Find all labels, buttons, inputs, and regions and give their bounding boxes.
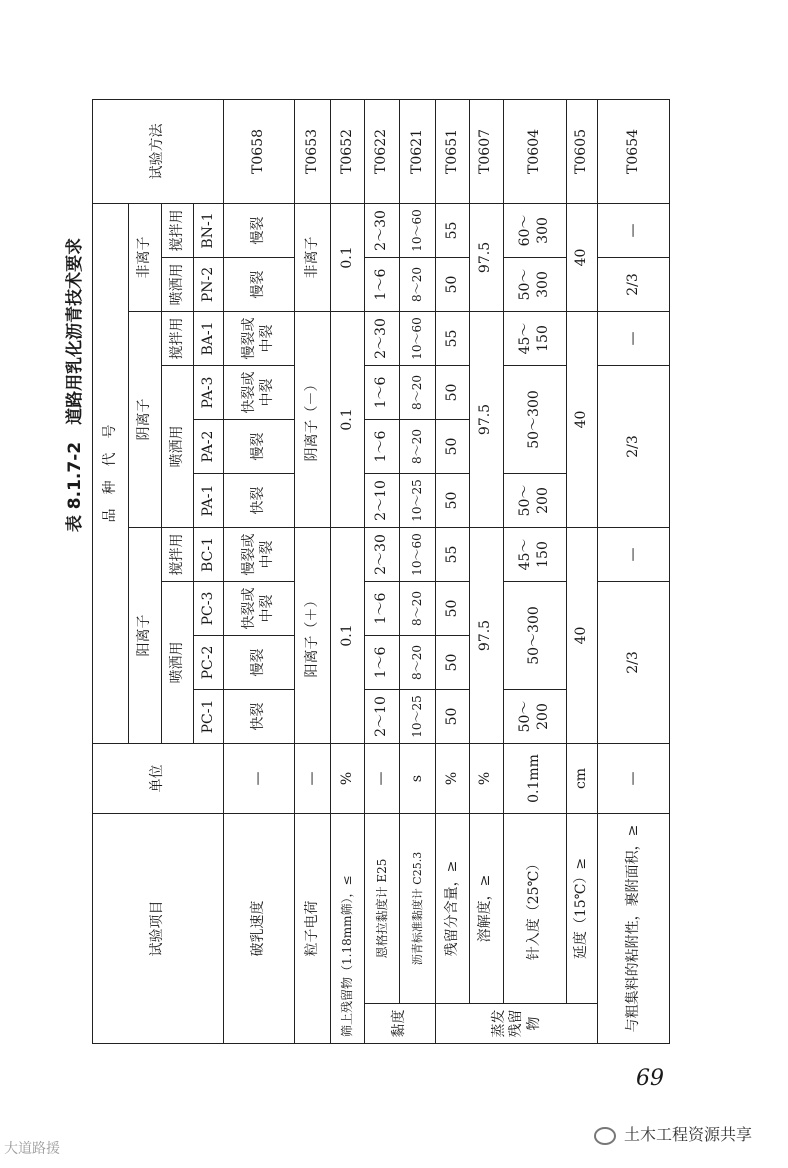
code-cell: PA-2	[194, 419, 223, 473]
header-anionic-spray: 喷洒用	[162, 365, 194, 527]
watermark-right	[594, 1122, 752, 1145]
header-method: 试验方法	[93, 99, 224, 203]
value-cell: 10～60	[400, 527, 436, 581]
table-row	[330, 99, 364, 1043]
table-row	[295, 99, 331, 1043]
value-cell: 慢裂	[223, 257, 295, 311]
row-label-sieve: 筛上残留物（1.18mm筛），≤	[330, 813, 364, 1043]
table-row	[566, 99, 598, 1043]
wechat-icon	[594, 1127, 616, 1145]
code-cell: PA-1	[194, 473, 223, 527]
row-label-standard-viscosity: 沥青标准黏度计 C25.3	[400, 813, 436, 1003]
page-number: 69	[636, 1066, 664, 1091]
header-variety-code: 品 种 代 号	[93, 203, 129, 743]
value-cell: 8～20	[400, 635, 436, 689]
value-cell: 2～10	[364, 473, 400, 527]
table-row	[436, 99, 470, 1043]
value-cell: 0.1	[330, 203, 364, 311]
row-label-ductility: 延度（15℃）≥	[566, 813, 598, 1003]
row-label-solubility: 溶解度，≥	[469, 813, 503, 1003]
header-test-item: 试验项目	[93, 813, 224, 1043]
value-cell: 10～25	[400, 689, 436, 743]
value-cell: 1～6	[364, 257, 400, 311]
code-cell: PA-3	[194, 365, 223, 419]
method-cell: T0605	[566, 99, 598, 203]
value-cell: 1～6	[364, 365, 400, 419]
method-cell: T0622	[364, 99, 400, 203]
value-cell: 55	[436, 527, 470, 581]
value-cell: 50	[436, 689, 470, 743]
group-label-viscosity: 黏度	[364, 1004, 436, 1044]
value-cell: 40	[566, 203, 598, 311]
value-cell: 55	[436, 311, 470, 365]
value-cell: 50	[436, 473, 470, 527]
value-cell: 50	[436, 365, 470, 419]
unit-cell: 0.1mm	[503, 743, 566, 813]
value-cell: 45～150	[503, 311, 566, 365]
value-cell: 97.5	[469, 311, 503, 527]
row-label-residue-content: 残留分含量，≥	[436, 813, 470, 1003]
row-label-penetration: 针入度（25℃）	[503, 813, 566, 1003]
value-cell: —	[598, 527, 670, 581]
table-row	[598, 99, 670, 1043]
value-cell: 50	[436, 257, 470, 311]
value-cell: 1～6	[364, 419, 400, 473]
value-cell: 50～300	[503, 581, 566, 689]
unit-cell: —	[223, 743, 295, 813]
value-cell: 快裂	[223, 689, 295, 743]
value-cell: 慢裂或中裂	[223, 311, 295, 365]
method-cell: T0654	[598, 99, 670, 203]
value-cell: 97.5	[469, 203, 503, 311]
value-cell: 阴离子（－）	[295, 311, 331, 527]
value-cell: 非离子	[295, 203, 331, 311]
table-row	[93, 99, 129, 1043]
code-cell: PC-2	[194, 635, 223, 689]
table-title: 表 8.1.7-2 道路用乳化沥青技术要求	[65, 237, 85, 533]
table-row	[503, 99, 566, 1043]
method-cell: T0604	[503, 99, 566, 203]
value-cell: 2/3	[598, 257, 670, 311]
value-cell: 慢裂	[223, 203, 295, 257]
method-cell: T0658	[223, 99, 295, 203]
method-cell: T0651	[436, 99, 470, 203]
value-cell: —	[598, 311, 670, 365]
method-cell: T0621	[400, 99, 436, 203]
code-cell: BA-1	[194, 311, 223, 365]
value-cell: 1～6	[364, 581, 400, 635]
header-cationic-spray: 喷洒用	[162, 581, 194, 743]
table-row	[400, 99, 436, 1043]
unit-cell: %	[469, 743, 503, 813]
row-label-adhesion: 与粗集料的粘附性，裹附面积，≥	[598, 813, 670, 1043]
rotated-table-wrapper	[92, 100, 670, 1044]
value-cell: 快裂或中裂	[223, 581, 295, 635]
header-anionic-mix: 搅拌用	[162, 311, 194, 365]
value-cell: 1～6	[364, 635, 400, 689]
value-cell: 慢裂	[223, 635, 295, 689]
row-label-engler: 恩格拉黏度计 E25	[364, 813, 400, 1003]
value-cell: 快裂	[223, 473, 295, 527]
group-label-residue: 蒸发残留物	[436, 1004, 598, 1044]
value-cell: 40	[566, 527, 598, 743]
value-cell: 50～300	[503, 257, 566, 311]
row-label-demulsify: 破乳速度	[223, 813, 295, 1043]
method-cell: T0652	[330, 99, 364, 203]
unit-cell: %	[436, 743, 470, 813]
value-cell: 2～30	[364, 311, 400, 365]
unit-cell: %	[330, 743, 364, 813]
header-cationic-mix: 搅拌用	[162, 527, 194, 581]
value-cell: 快裂或中裂	[223, 365, 295, 419]
value-cell: 2～30	[364, 527, 400, 581]
header-unit: 单位	[93, 743, 224, 813]
unit-cell: —	[598, 743, 670, 813]
value-cell: 50	[436, 635, 470, 689]
row-label-charge: 粒子电荷	[295, 813, 331, 1043]
header-nonionic-spray: 喷洒用	[162, 257, 194, 311]
value-cell: 40	[566, 311, 598, 527]
value-cell: 2～10	[364, 689, 400, 743]
value-cell: 阳离子（＋）	[295, 527, 331, 743]
unit-cell: —	[364, 743, 400, 813]
value-cell: 2～30	[364, 203, 400, 257]
code-cell: PC-3	[194, 581, 223, 635]
value-cell: 10～25	[400, 473, 436, 527]
unit-cell: cm	[566, 743, 598, 813]
value-cell: 10～60	[400, 311, 436, 365]
spec-table	[92, 99, 670, 1044]
header-cationic: 阳离子	[128, 527, 162, 743]
method-cell: T0607	[469, 99, 503, 203]
unit-cell: —	[295, 743, 331, 813]
value-cell: 2/3	[598, 365, 670, 527]
value-cell: 50～300	[503, 365, 566, 473]
method-cell: T0653	[295, 99, 331, 203]
watermark-left: 大道路援	[4, 1141, 60, 1157]
unit-cell: s	[400, 743, 436, 813]
value-cell: 50～200	[503, 689, 566, 743]
header-anionic: 阴离子	[128, 311, 162, 527]
value-cell: 50～200	[503, 473, 566, 527]
value-cell: 慢裂	[223, 419, 295, 473]
value-cell: 97.5	[469, 527, 503, 743]
code-cell: BC-1	[194, 527, 223, 581]
value-cell: —	[598, 203, 670, 257]
value-cell: 慢裂或中裂	[223, 527, 295, 581]
watermark-right-text: 土木工程资源共享	[624, 1125, 753, 1144]
table-row	[364, 99, 400, 1043]
value-cell: 0.1	[330, 527, 364, 743]
value-cell: 50	[436, 419, 470, 473]
value-cell: 8～20	[400, 365, 436, 419]
header-nonionic: 非离子	[128, 203, 162, 311]
value-cell: 8～20	[400, 581, 436, 635]
code-cell: PN-2	[194, 257, 223, 311]
value-cell: 55	[436, 203, 470, 257]
header-nonionic-mix: 搅拌用	[162, 203, 194, 257]
value-cell: 0.1	[330, 311, 364, 527]
value-cell: 8～20	[400, 419, 436, 473]
code-cell: BN-1	[194, 203, 223, 257]
code-cell: PC-1	[194, 689, 223, 743]
value-cell: 50	[436, 581, 470, 635]
value-cell: 10～60	[400, 203, 436, 257]
value-cell: 60～300	[503, 203, 566, 257]
table-row	[223, 99, 295, 1043]
table-row	[469, 99, 503, 1043]
value-cell: 2/3	[598, 581, 670, 743]
value-cell: 45～150	[503, 527, 566, 581]
value-cell: 8～20	[400, 257, 436, 311]
